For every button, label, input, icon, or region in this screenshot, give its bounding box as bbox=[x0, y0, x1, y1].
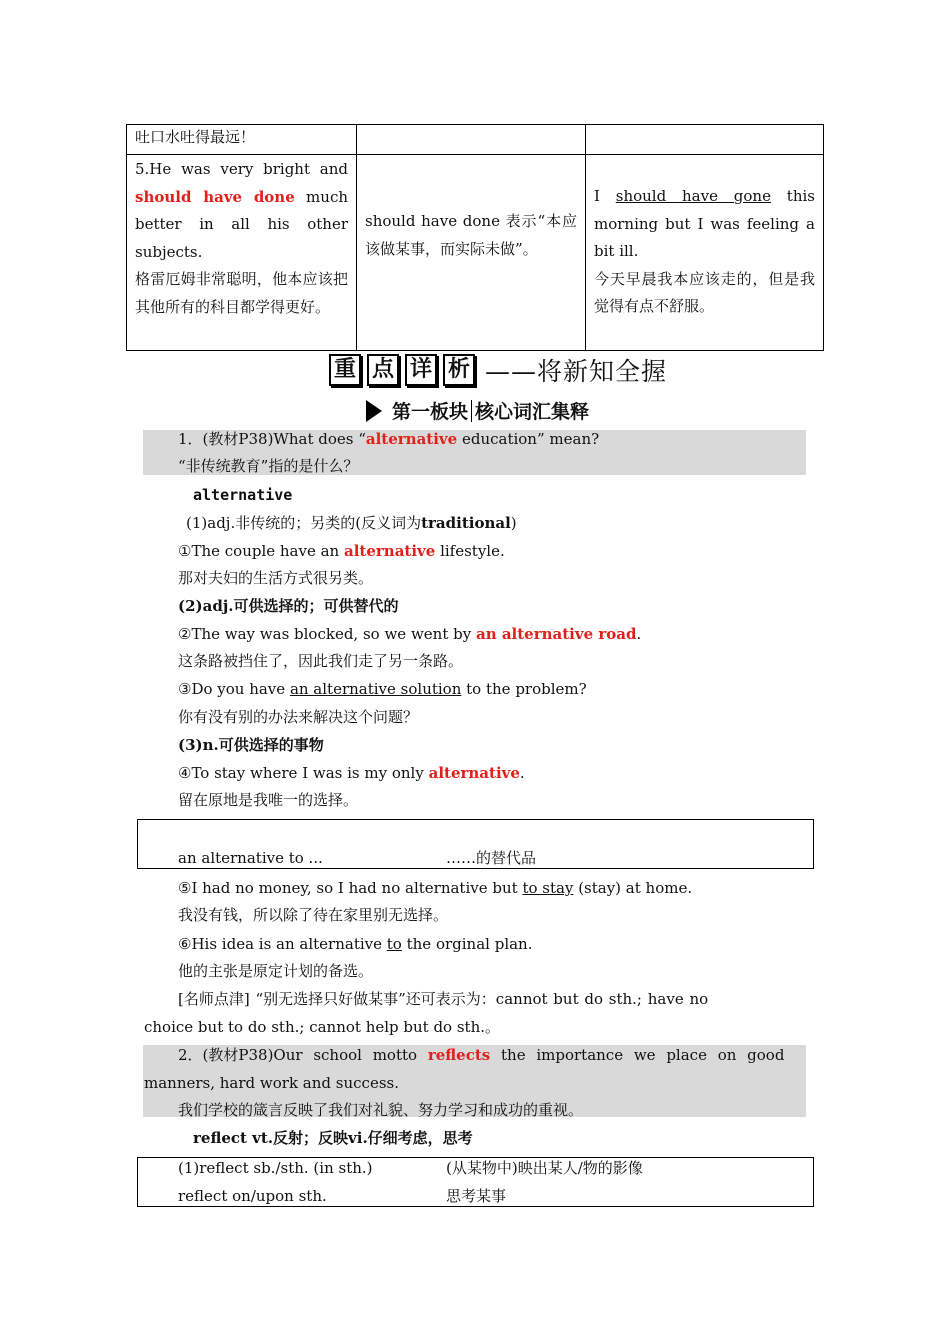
section-title: 核心词汇集释 bbox=[475, 401, 590, 423]
example-sentence: ④To stay where I was is my only alternative. bbox=[178, 764, 525, 782]
heading-char: 详 bbox=[405, 354, 437, 386]
heading-char: 重 bbox=[329, 354, 361, 386]
teacher-tip: [名师点津] “别无选择只好做某事”还可表示为：cannot but do sth.; have no bbox=[178, 990, 709, 1008]
sense: (1)adj.非传统的；另类的(反义词为traditional) bbox=[186, 514, 517, 532]
heading-char: 析 bbox=[443, 354, 475, 386]
item2-translation: 我们学校的箴言反映了我们对礼貌、努力学习和成功的重视。 bbox=[178, 1101, 584, 1119]
heading-char: 点 bbox=[367, 354, 399, 386]
example-sentence: ⑥His idea is an alternative to the orginal plan. bbox=[178, 935, 533, 953]
item2-sentence: 2．(教材P38)Our school motto reflects the importance we place on good bbox=[178, 1046, 785, 1064]
heading-subtitle: ——将新知全握 bbox=[485, 357, 668, 386]
example-sentence: 5.He was very bright and should have done much better in all his other subjects. bbox=[135, 160, 349, 261]
phrase: an alternative to ... bbox=[178, 849, 323, 867]
example-translation: 那对夫妇的生活方式很另类。 bbox=[178, 569, 374, 587]
comparison-table bbox=[126, 124, 824, 351]
table-cell bbox=[357, 125, 586, 155]
example-sentence: ③Do you have an alternative solution to the problem? bbox=[178, 680, 587, 698]
table-cell bbox=[586, 155, 824, 351]
example-translation: 你有没有别的办法来解决这个问题？ bbox=[178, 708, 419, 726]
item1-translation: “非传统教育”指的是什么？ bbox=[178, 457, 359, 475]
example-translation: 格雷厄姆非常聪明，他本应该把其他所有的科目都学得更好。 bbox=[135, 270, 348, 316]
phrase-meaning: (从某物中)映出某人/物的影像 bbox=[446, 1159, 643, 1177]
teacher-tip: choice but to do sth.; cannot help but do sth.。 bbox=[144, 1018, 501, 1036]
section-part: 第一板块 bbox=[392, 401, 469, 423]
phrase: (1)reflect sb./sth. (in sth.) bbox=[178, 1159, 373, 1177]
sense: (2)adj.可供选择的；可供替代的 bbox=[178, 597, 399, 615]
example-sentence: ②The way was blocked, so we went by an alternative road. bbox=[178, 625, 642, 643]
table-row bbox=[127, 125, 824, 155]
usage-note: should have done 表示“本应该做某事，而实际未做”。 bbox=[365, 212, 577, 258]
phrase-meaning: ……的替代品 bbox=[446, 849, 537, 867]
example-sentence: ①The couple have an alternative lifestyle. bbox=[178, 542, 505, 560]
example-translation: 这条路被挡住了，因此我们走了另一条路。 bbox=[178, 652, 464, 670]
section-subheading bbox=[366, 397, 589, 424]
example-translation: 他的主张是原定计划的备选。 bbox=[178, 962, 374, 980]
section-heading bbox=[329, 352, 667, 388]
table-cell: 吐口水吐得最远！ bbox=[127, 125, 357, 155]
example-sentence: I should have gone this morning but I was feeling a bit ill. bbox=[594, 187, 815, 260]
sense: (3)n.可供选择的事物 bbox=[178, 736, 324, 754]
phrase-meaning: 思考某事 bbox=[446, 1187, 507, 1205]
table-cell bbox=[127, 155, 357, 351]
example-sentence: ⑤I had no money, so I had no alternative but to stay (stay) at home. bbox=[178, 879, 693, 897]
play-icon bbox=[366, 400, 382, 422]
headword-definition: reflect vt.反射；反映vi.仔细考虑，思考 bbox=[193, 1129, 473, 1147]
phrase: reflect on/upon sth. bbox=[178, 1187, 327, 1205]
headword: alternative bbox=[193, 486, 293, 504]
table-cell bbox=[357, 155, 586, 351]
example-translation: 我没有钱，所以除了待在家里别无选择。 bbox=[178, 906, 449, 924]
item2-sentence: manners, hard work and success. bbox=[144, 1074, 399, 1092]
example-translation: 留在原地是我唯一的选择。 bbox=[178, 791, 359, 809]
divider bbox=[471, 400, 472, 422]
example-translation: 今天早晨我本应该走的，但是我觉得有点不舒服。 bbox=[594, 269, 815, 315]
table-cell bbox=[586, 125, 824, 155]
table-row bbox=[127, 155, 824, 351]
item1-sentence: 1．(教材P38)What does “alternative education” mean? bbox=[178, 430, 600, 448]
